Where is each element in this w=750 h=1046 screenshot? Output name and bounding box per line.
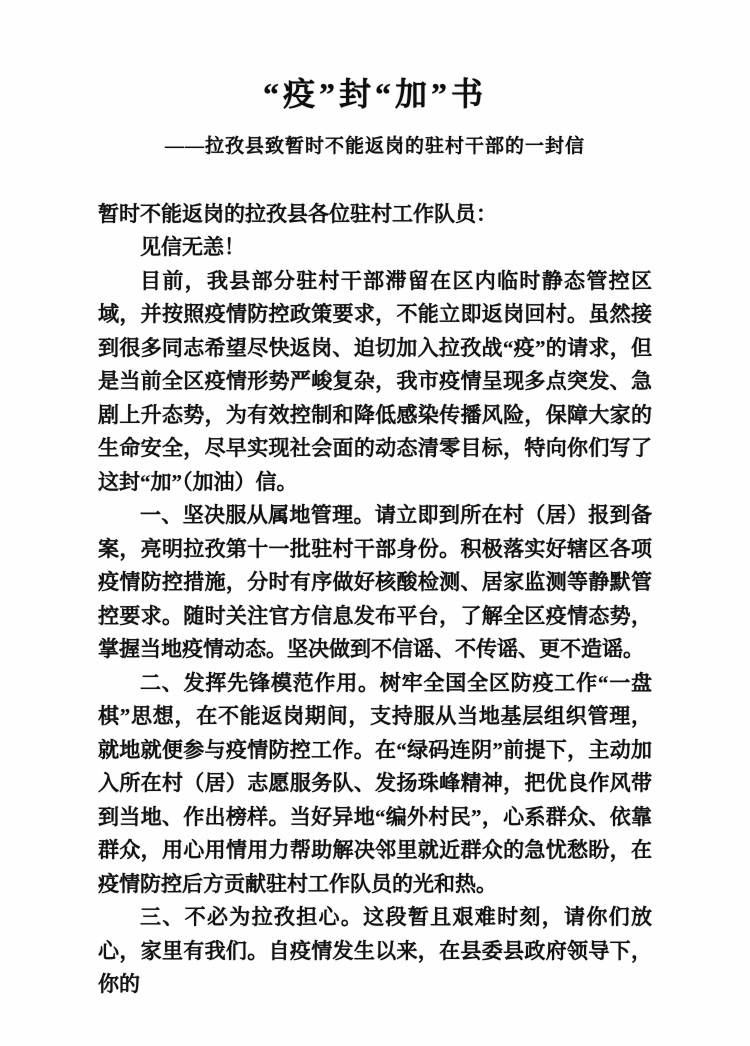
salutation: 暂时不能返岗的拉孜县各位驻村工作队员： (98, 201, 497, 226)
paragraph-point-2: 二、发挥先锋模范作用。树牢全国全区防疫工作“一盘棋”思想，在不能返岗期间，支持服从当地基层组织管理，就地就便参与疫情防控工作。在“绿码连阴”前提下，主动加入所在村（居）志愿服务队、发扬珠峰精神，把优良作风带到当地、作出榜样。当好异地“编外村民”，心系群众、依靠群众，用心用情用力帮助解决邻里就近群众的急忧愁盼，在疫情防控后方贡献驻村工作队员的光和热。 (98, 670, 652, 896)
paragraph-point-1: 一、坚决服从属地管理。请立即到所在村（居）报到备案，亮明拉孜第十一批驻村干部身份。积极落实好辖区各项疫情防控措施，分时有序做好核酸检测、居家监测等静默管控要求。随时关注官方信息发布平台，了解全区疫情态势，掌握当地疫情动态。坚决做到不信谣、不传谣、更不造谣。 (98, 503, 652, 662)
greeting-line: 见信无恙！ (140, 235, 245, 260)
letter-body (98, 198, 652, 1002)
paragraph-point-3: 三、不必为拉孜担心。这段暂且艰难时刻，请你们放心，家里有我们。自疫情发生以来，在县委县政府领导下，你的 (98, 905, 652, 997)
paragraph-intro: 目前，我县部分驻村干部滞留在区内临时静态管控区域，并按照疫情防控政策要求，不能立即返岗回村。虽然接到很多同志希望尽快返岗、迫切加入拉孜战“疫”的请求，但是当前全区疫情形势严峻复杂，我市疫情呈现多点突发、急剧上升态势，为有效控制和降低感染传播风险，保障大家的生命安全，尽早实现社会面的动态清零目标，特向你们写了这封“加”（加油）信。 (98, 268, 652, 494)
letter-subtitle: ——拉孜县致暂时不能返岗的驻村干部的一封信 (164, 135, 585, 157)
letter-title: “疫”封“加”书 (262, 76, 487, 112)
